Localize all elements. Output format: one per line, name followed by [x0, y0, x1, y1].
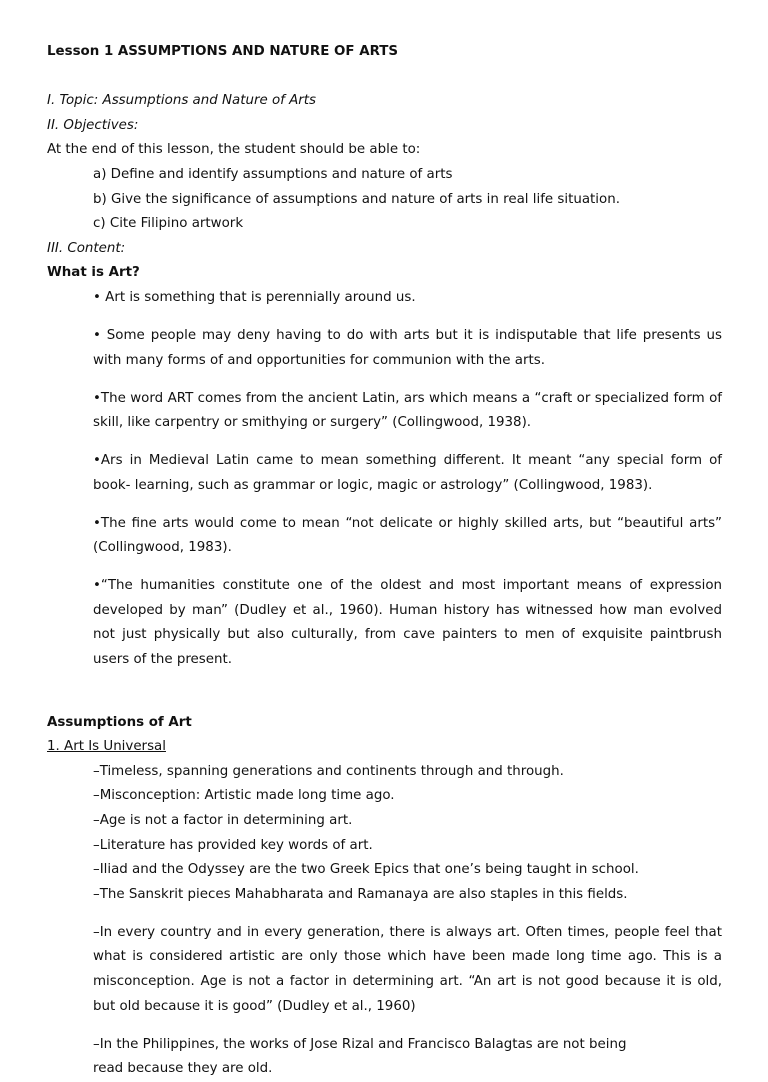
- lesson-title: Lesson 1 ASSUMPTIONS AND NATURE OF ARTS: [47, 44, 399, 59]
- dash-paragraph: –In every country and in every generation, there is always art. Often times, people feel that what is considered artistic are only those which have been made long time ago. This is a misconception. Age is not a factor in determining art. “An art is not good because it is old, but old because it is good” (Dudley et al., 1960): [93, 924, 722, 1014]
- dash-item-continuation: read because they are old.: [93, 1061, 273, 1077]
- spacer: [47, 65, 722, 90]
- bullet-paragraph: •“The humanities constitute one of the oldest and most important means of expression developed by man” (Dudley et al., 1960). Human history has witnessed how man evolved not just physically but also culturally, from cave painters to men of exquisite paintbrush users of the present.: [93, 578, 722, 668]
- content-heading: III. Content:: [47, 240, 126, 256]
- bullet-paragraph: • Art is something that is perennially around us.: [93, 289, 416, 305]
- assumptions-heading: Assumptions of Art: [47, 714, 192, 730]
- bullet-paragraph: •The word ART comes from the ancient Latin, ars which means a “craft or specialized form of skill, like carpentry or smithying or surgery” (Collingwood, 1938).: [93, 390, 722, 431]
- bullet-paragraph: •Ars in Medieval Latin came to mean something different. It meant “any special form of book- learning, such as grammar or logic, magic or astrology” (Collingwood, 1983).: [93, 453, 722, 493]
- topic-line: I. Topic: Assumptions and Nature of Arts: [47, 93, 317, 109]
- dash-item: –Misconception: Artistic made long time ago.: [93, 788, 395, 804]
- dash-item: –Timeless, spanning generations and continents through and through.: [93, 763, 564, 779]
- bullet-paragraph: •The fine arts would come to mean “not delicate or highly skilled arts, but “beautiful arts” (Collingwood, 1983).: [93, 515, 722, 556]
- objective-item: a) Define and identify assumptions and nature of arts: [93, 166, 453, 182]
- bullet-paragraph: • Some people may deny having to do with arts but it is indisputable that life presents us with many forms of and opportunities for communion with the arts.: [93, 327, 722, 368]
- what-is-art-heading: What is Art?: [47, 265, 140, 281]
- spacer: [47, 686, 722, 711]
- objectives-heading: II. Objectives:: [47, 117, 139, 133]
- dash-item: –Literature has provided key words of art.: [93, 837, 373, 853]
- universal-subheading: 1. Art Is Universal: [47, 739, 166, 755]
- objective-item: b) Give the significance of assumptions and nature of arts in real life situation.: [93, 191, 620, 207]
- dash-item: –The Sanskrit pieces Mahabharata and Ramanaya are also staples in this fields.: [93, 886, 628, 902]
- dash-item: –In the Philippines, the works of Jose Rizal and Francisco Balagtas are not being: [93, 1036, 627, 1052]
- objective-item: c) Cite Filipino artwork: [93, 216, 244, 232]
- dash-item: –Iliad and the Odyssey are the two Greek Epics that one’s being taught in school.: [93, 862, 639, 878]
- dash-item: –Age is not a factor in determining art.: [93, 812, 353, 828]
- objectives-intro: At the end of this lesson, the student should be able to:: [47, 142, 421, 158]
